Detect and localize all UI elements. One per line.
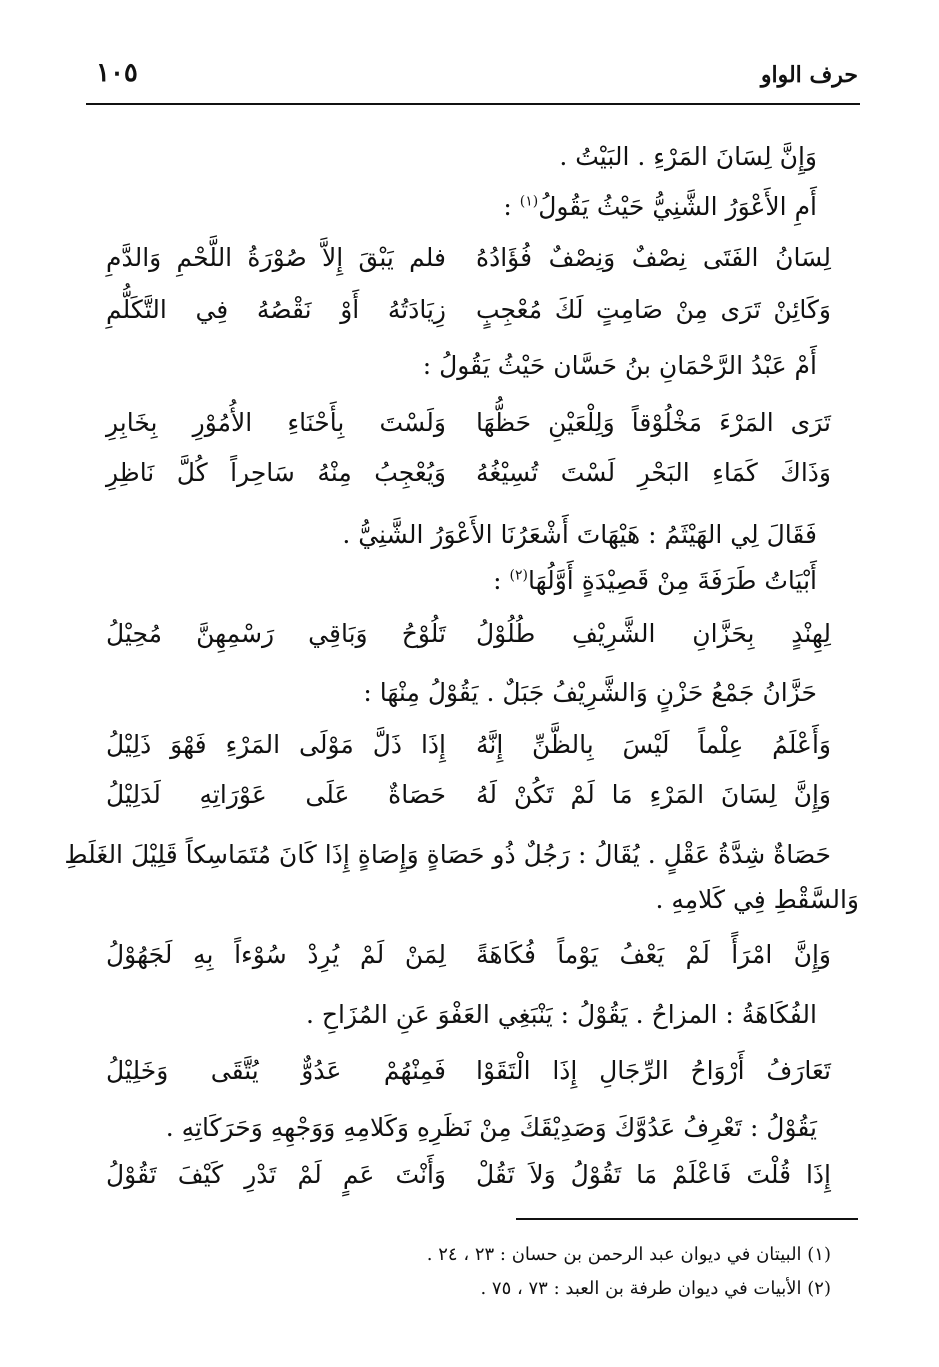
- verse-first-hemistich: إِذَا قُلْتَ فَاعْلَمْ مَا تَقُوْلُ وَلاَ تَقُلْ: [476, 1160, 831, 1189]
- prose-text: أَبْيَاتُ طَرَفَةَ مِنْ قَصِيْدَةٍ أَوَّلُهَا: [527, 566, 817, 595]
- verse-second-hemistich: وَيُعْجِبُ مِنْهُ سَاحِراً كُلَّ نَاظِرِ: [106, 458, 446, 487]
- verse-second-hemistich: وَلَسْتَ بِأَحْنَاءِ الأُمُوْرِ بِخَابِرِ: [106, 408, 446, 437]
- prose-line: حَزَّانُ جَمْعُ حَزْنٍ وَالشَّرِيْفُ جَبَلٌ . يَقُوْلُ مِنْهَا :: [363, 678, 817, 707]
- prose-text: :: [503, 192, 520, 221]
- verse-line: [106, 780, 831, 820]
- prose-line: فَقَالَ لِي الهَيْثَمُ : هَيْهَاتَ أَشْعَرُنَا الأَعْوَرُ الشَّنِيُّ .: [342, 520, 817, 549]
- verse-first-hemistich: تَعَارَفُ أَرْوَاحُ الرِّجَالِ إِذَا الْتَقَوْا: [476, 1056, 831, 1085]
- footnote: (٢) الأبيات في ديوان طرفة بن العبد : ٧٣ ، ٧٥ .: [480, 1278, 831, 1299]
- prose-text: :: [493, 566, 510, 595]
- verse-line: [106, 1056, 831, 1096]
- prose-line: [493, 566, 817, 595]
- verse-line: [106, 940, 831, 980]
- prose-text: أَمِ الأَعْوَرُ الشَّنِيُّ حَيْثُ يَقُولُ: [538, 192, 817, 221]
- prose-line: وَالسَّقْطِ فِي كَلامِهِ .: [655, 885, 859, 914]
- verse-second-hemistich: تَلُوْحُ وَبَاقِي رَسْمِهِنَّ مُحِيْلُ: [106, 619, 446, 648]
- verse-second-hemistich: وَأَنْتَ عَمٍ لَمْ تَدْرِ كَيْفَ تَقُوْلُ: [106, 1160, 446, 1189]
- running-head: [86, 58, 858, 98]
- verse-first-hemistich: وَأَعْلَمُ عِلْماً لَيْسَ بِالظَّنِّ إِنَّهُ: [476, 730, 831, 759]
- chapter-title: حرف الواو: [760, 62, 858, 88]
- verse-line: [106, 458, 831, 498]
- verse-first-hemistich: تَرَى المَرْءَ مَخْلُوْقاً وَلِلْعَيْنِ حَظُّهَا: [476, 408, 831, 437]
- verse-line: [106, 730, 831, 770]
- verse-first-hemistich: وَذَاكَ كَمَاءِ البَحْرِ لَسْتَ تُسِيْغُهُ: [476, 458, 831, 487]
- verse-line: [106, 243, 831, 283]
- verse-line: [106, 619, 831, 659]
- verse-first-hemistich: وَإِنَّ لِسَانَ المَرْءِ مَا لَمْ تَكُنْ لَهُ: [476, 780, 831, 809]
- verse-second-hemistich: فَمِنْهُمْ عَدُوٌّ يُتَّقَى وَخَلِيْلُ: [106, 1056, 446, 1085]
- page-number: ١٠٥: [96, 58, 138, 88]
- prose-line: الفُكَاهَةُ : المزاحُ . يَقُوْلُ : يَنْبَغِي العَفْوَ عَنِ المُزَاحِ .: [306, 1000, 817, 1029]
- prose-line: أَمْ عَبْدُ الرَّحْمَانِ بنُ حَسَّان حَيْثُ يَقُولُ :: [422, 351, 817, 380]
- verse-first-hemistich: وَإِنَّ امْرَأً لَمْ يَعْفُ يَوْماً فُكَاهَةً: [476, 940, 831, 969]
- verse-line: [106, 408, 831, 448]
- verse-first-hemistich: لِسَانُ الفَتَى نِصْفٌ وَنِصْفٌ فُؤَادُهُ: [476, 243, 831, 272]
- verse-second-hemistich: زِيَادَتُهُ أَوْ نَقْصُهُ فِي التَّكَلُّمِ: [106, 295, 446, 324]
- prose-line: وَإِنَّ لِسَانَ المَرْءِ . البَيْتُ .: [559, 142, 817, 171]
- footnote-ref[interactable]: (١): [519, 193, 539, 210]
- header-divider: [86, 103, 860, 105]
- verse-second-hemistich: حَصَاةٌ عَلَى عَوْرَاتِهِ لَدَلِيْلُ: [106, 780, 446, 809]
- verse-line: [106, 295, 831, 335]
- footnote-ref[interactable]: (٢): [509, 567, 528, 584]
- verse-first-hemistich: وَكَائِنْ تَرَى مِنْ صَامِتٍ لَكَ مُعْجِبٍ: [476, 295, 831, 324]
- footnote: (١) البيتان في ديوان عبد الرحمن بن حسان : ٢٣ ، ٢٤ .: [426, 1244, 831, 1265]
- prose-line: يَقُوْلُ : تَعْرِفُ عَدُوَّكَ وَصَدِيْقَكَ مِنْ نَظَرِهِ وَكَلامِهِ وَوَجْهِهِ وَحَرَكَاتِهِ .: [165, 1113, 817, 1142]
- verse-second-hemistich: لِمَنْ لَمْ يُرِدْ سُوْءاً بِهِ لَجَهُوْلُ: [106, 940, 446, 969]
- footnote-divider: [516, 1218, 858, 1220]
- verse-second-hemistich: فلم يَبْقَ إِلاَّ صُوْرَةُ اللَّحْمِ وَالدَّمِ: [106, 243, 446, 272]
- verse-first-hemistich: لِهِنْدٍ بِحَزَّانِ الشَّرِيْفِ طُلُوْلُ: [476, 619, 831, 648]
- prose-line: حَصَاةٌ شِدَّةُ عَقْلٍ . يُقَالُ : رَجُلٌ ذُو حَصَاةٍ وَإِصَاةٍ إِذَا كَانَ مُتَمَاسِكاً قَلِيْلَ الغَلَطِ: [64, 840, 831, 869]
- verse-line: [106, 1160, 831, 1200]
- prose-line: [503, 192, 817, 221]
- verse-second-hemistich: إِذَا ذَلَّ مَوْلَى المَرْءِ فَهْوَ ذَلِيْلُ: [106, 730, 446, 759]
